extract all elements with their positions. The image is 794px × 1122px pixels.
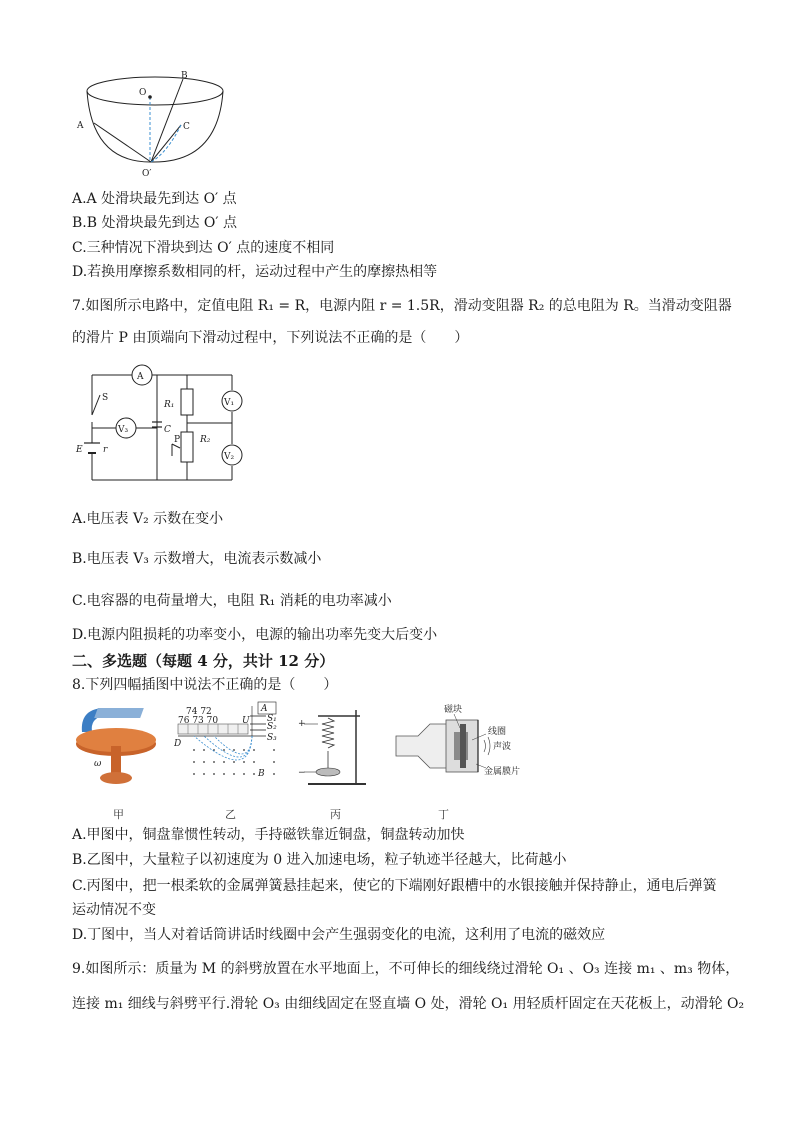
fig-caption-bing: 丙 (330, 808, 341, 821)
fig4-label-film: 金属膜片 (484, 767, 520, 777)
fig2-label-top: 74 72 (186, 707, 212, 717)
q6-option-a: A.A 处滑块最先到达 O′ 点 (72, 191, 237, 207)
fig2-label-s2: S₂ (267, 722, 277, 732)
fig2-label-a: A (261, 704, 268, 714)
fig4-label-magnet: 磁块 (444, 705, 463, 715)
fig-spring-mercury (296, 702, 376, 790)
q6-option-c: C.三种情况下滑块到达 O′ 点的速度不相同 (72, 240, 335, 256)
q9-line1: 9.如图所示：质量为 M 的斜劈放置在水平地面上，不可伸长的细线绕过滑轮 O₁ 、O₃ 连接 m₁ 、m₃ 物体， (72, 961, 740, 977)
fig2-label-s3: S₃ (267, 733, 277, 743)
bowl-label-c: C (183, 122, 190, 132)
q8-option-c-cont: 运动情况不变 (72, 902, 156, 918)
svg-text:ω: ω (94, 759, 102, 769)
fig2-label-s1: S₁ (267, 714, 277, 724)
q9-line2: 连接 m₁ 细线与斜劈平行.滑轮 O₃ 由细线固定在竖直墙 O 处，滑轮 O₁ 用轻质杆固定在天花板上，动滑轮 O₂ (72, 996, 745, 1012)
q7-option-c: C.电容器的电荷量增大，电阻 R₁ 消耗的电功率减小 (72, 593, 392, 609)
circuit-s-label: S (102, 393, 109, 403)
bowl-label-oprime: O′ (142, 169, 152, 179)
fig4-label-coil: 线圈 (488, 727, 507, 737)
circuit-r-label: r (103, 445, 108, 455)
fig2-label-b: B (258, 769, 265, 779)
fig2-label-d: D (174, 739, 182, 749)
fig4-label-sound: 声波 (493, 742, 512, 752)
fig-mass-spectrometer (174, 700, 284, 792)
bowl-figure (72, 68, 242, 180)
circuit-ammeter-label: A (137, 372, 144, 382)
fig-caption-ding: 丁 (438, 808, 449, 821)
circuit-c-label: C (164, 425, 171, 435)
fig2-label-u: U (242, 716, 250, 726)
circuit-figure (72, 360, 247, 485)
circuit-v3-label: V₃ (118, 425, 129, 435)
circuit-r1-label: R₁ (164, 400, 175, 410)
circuit-v1-label: V₁ (224, 398, 235, 408)
circuit-r2-label: R₂ (200, 435, 211, 445)
q8-option-a: A.甲图中，铜盘靠惯性转动，手持磁铁靠近铜盘，铜盘转动加快 (72, 827, 465, 843)
q7-option-d: D.电源内阻损耗的功率变小，电源的输出功率先变大后变小 (72, 627, 438, 643)
q8-option-b: B.乙图中，大量粒子以初速度为 0 进入加速电场，粒子轨迹半径越大，比荷越小 (72, 852, 567, 868)
svg-text:+: + (298, 719, 306, 729)
circuit-e-label: E (76, 445, 83, 455)
q7-option-b: B.电压表 V₃ 示数增大，电流表示数减小 (72, 551, 322, 567)
q8-option-d: D.丁图中，当人对着话筒讲话时线圈中会产生强弱变化的电流，这利用了电流的磁效应 (72, 927, 606, 943)
bowl-label-a: A (77, 121, 84, 131)
fig-copper-disk (72, 702, 164, 790)
circuit-v2-label: V₂ (224, 452, 235, 462)
q7-option-a: A.电压表 V₂ 示数在变小 (72, 511, 224, 527)
q6-option-d: D.若换用摩擦系数相同的杆，运动过程中产生的摩擦热相等 (72, 264, 438, 280)
q8-stem: 8.下列四幅插图中说法不正确的是（ ） (72, 677, 338, 693)
fig-caption-jia: 甲 (113, 808, 124, 821)
svg-text:−: − (298, 768, 306, 778)
q7-stem-line2: 的滑片 P 由顶端向下滑动过程中，下列说法不正确的是（ ） (72, 330, 469, 346)
section-2-title: 二、多选题（每题 4 分，共计 12 分） (72, 652, 335, 670)
fig-caption-yi: 乙 (225, 808, 236, 821)
q7-stem-line1: 7.如图所示电路中，定值电阻 R₁ = R，电源内阻 r = 1.5R，滑动变阻器 R₂ 的总电阻为 R。当滑动变阻器 (72, 298, 732, 314)
fig-microphone (390, 702, 520, 790)
circuit-p-label: P (174, 435, 181, 445)
q6-option-b: B.B 处滑块最先到达 O′ 点 (72, 215, 238, 231)
bowl-label-o: O (139, 88, 147, 98)
q8-option-c: C.丙图中，把一根柔软的金属弹簧悬挂起来，使它的下端刚好跟槽中的水银接触并保持静止，通电后弹簧 (72, 878, 717, 894)
bowl-label-b: B (181, 71, 188, 81)
fig2-label-bottom: 76 73 70 (178, 716, 219, 726)
